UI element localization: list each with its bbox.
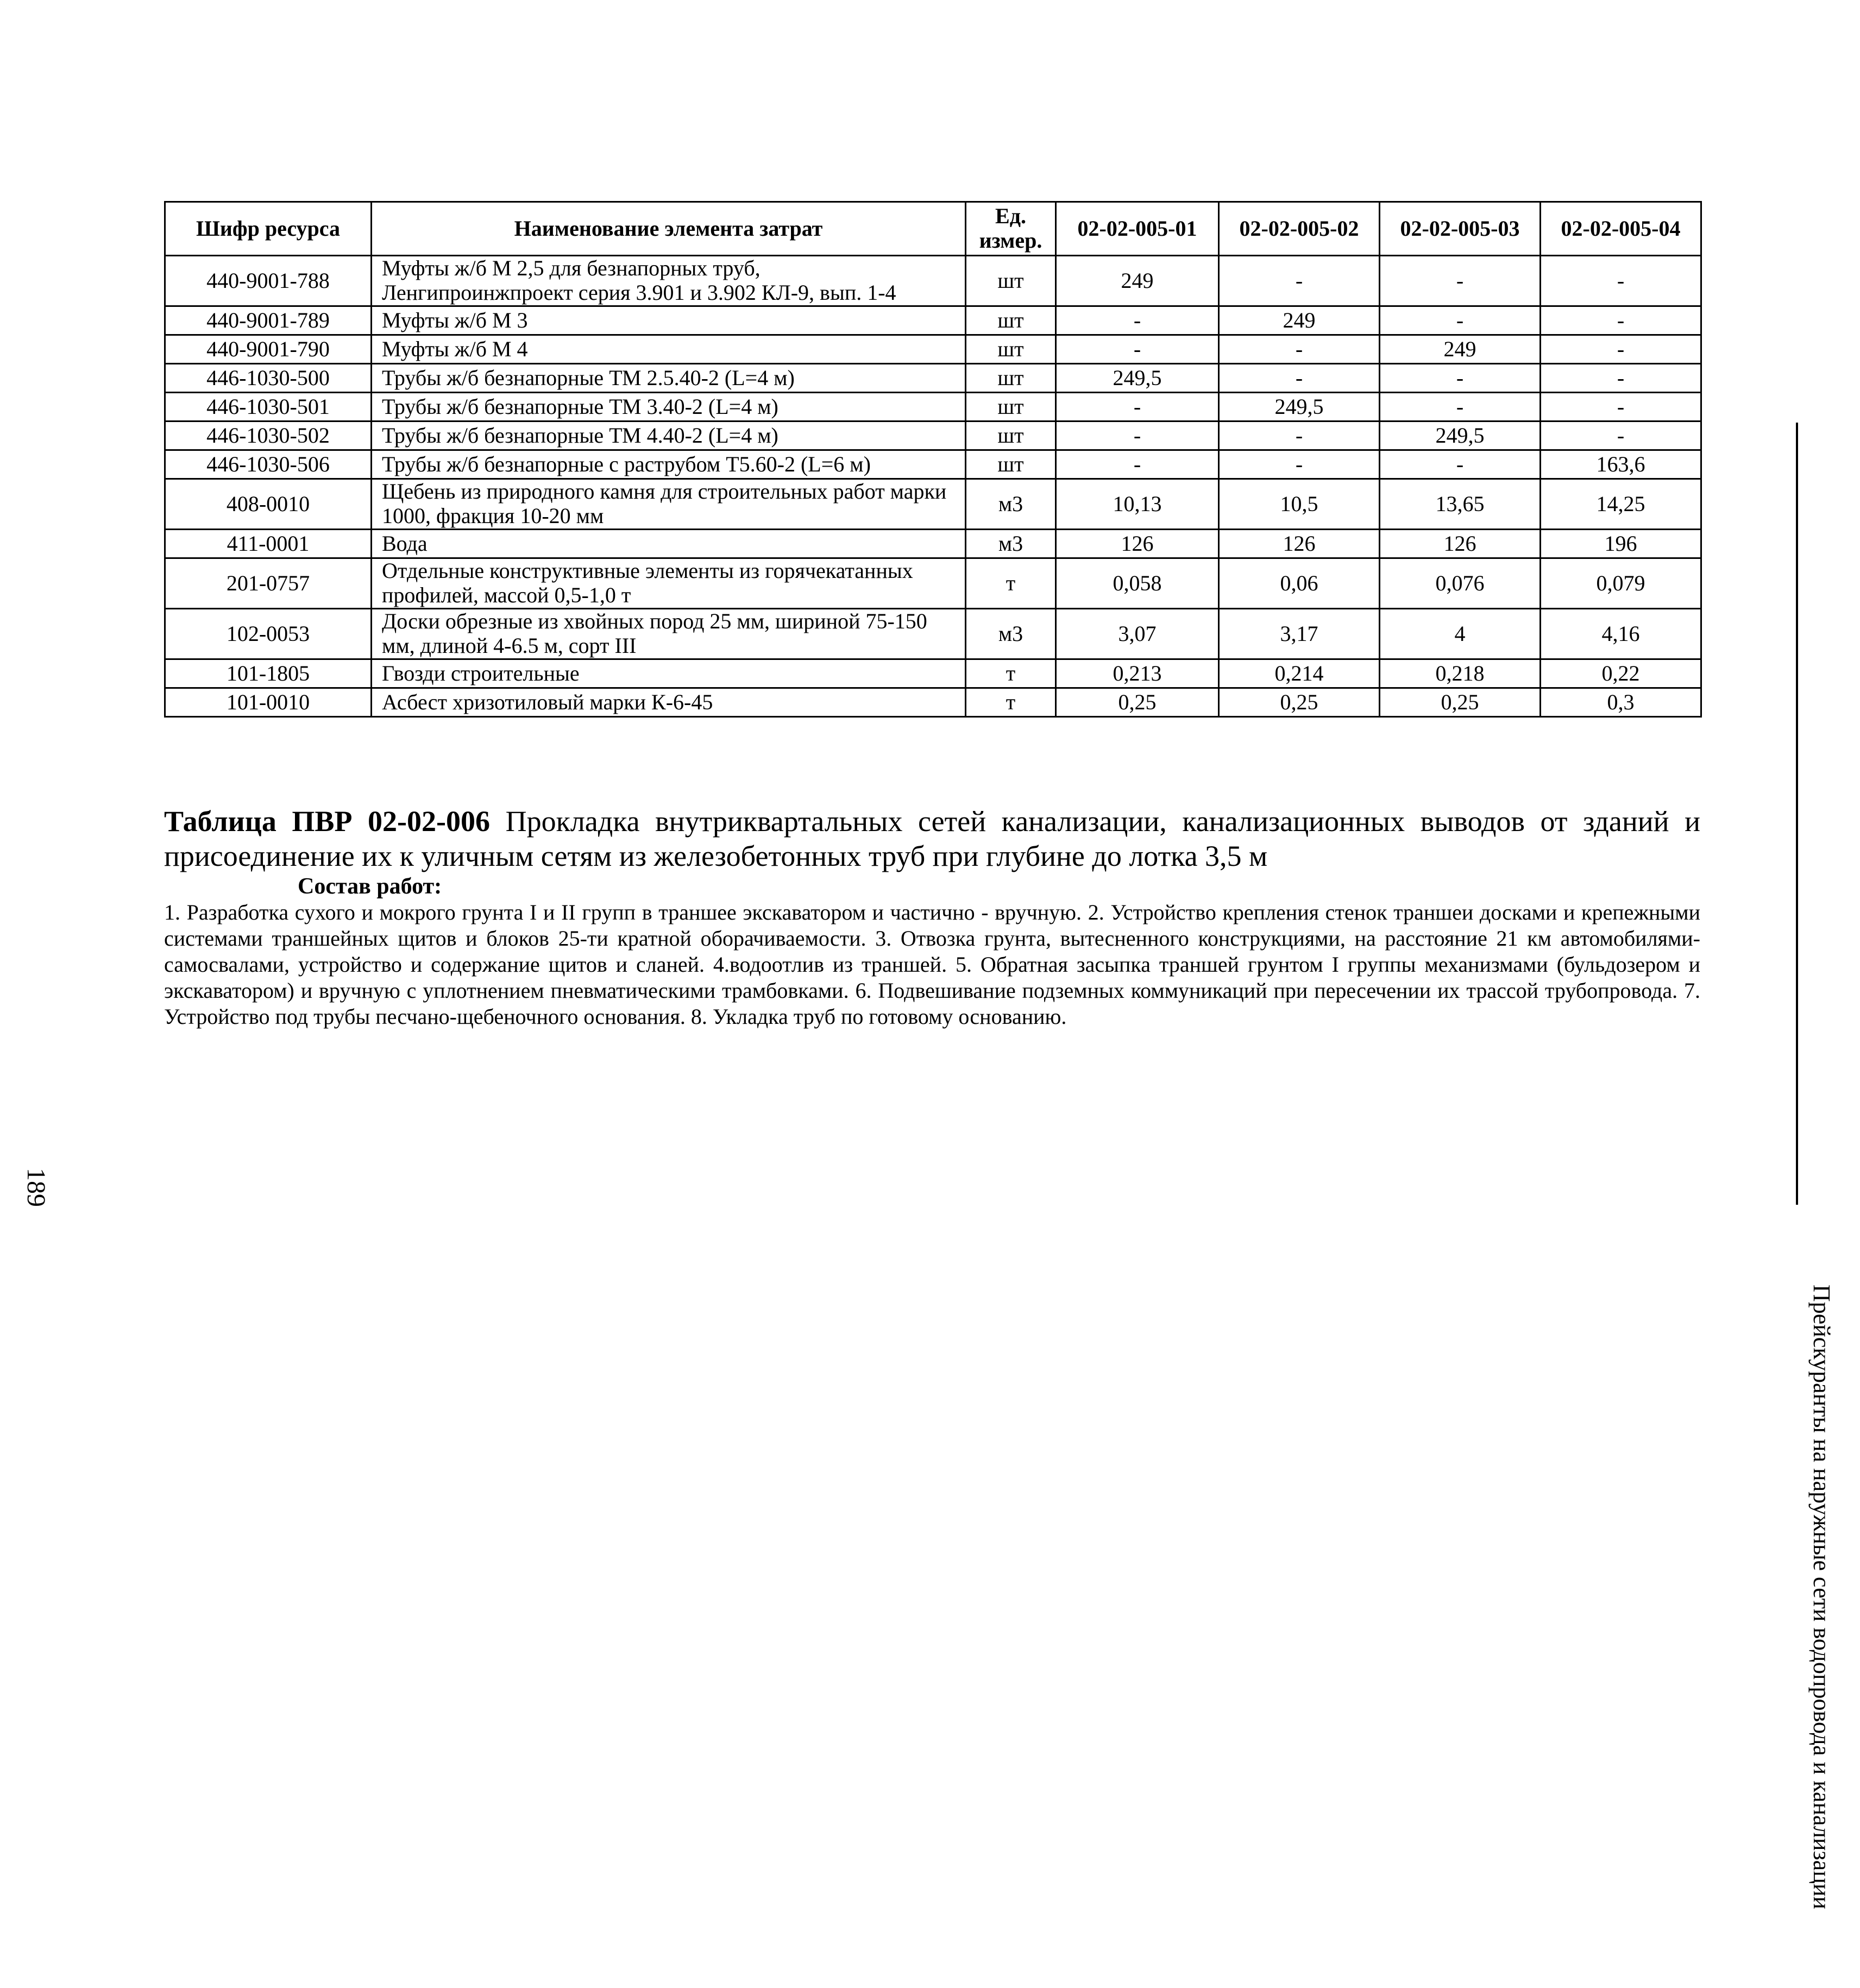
- header-code: Шифр ресурса: [165, 202, 372, 256]
- cell-value-4: 4,16: [1541, 609, 1701, 659]
- cell-value-2: -: [1219, 364, 1380, 393]
- cell-value-4: 196: [1541, 530, 1701, 558]
- cell-code: 101-1805: [165, 659, 372, 688]
- cell-name: Трубы ж/б безнапорные ТМ 4.40-2 (L=4 м): [372, 421, 966, 450]
- cell-value-1: 3,07: [1056, 609, 1219, 659]
- cell-value-3: 4: [1380, 609, 1541, 659]
- cell-value-3: 0,218: [1380, 659, 1541, 688]
- side-running-title: Прейскуранты на наружные сети водопровода и канализации: [1808, 1285, 1835, 1909]
- header-unit: Ед. измер.: [966, 202, 1056, 256]
- cell-unit: шт: [966, 306, 1056, 335]
- table-row: [165, 558, 1701, 609]
- table-row: [165, 256, 1701, 306]
- cell-value-3: -: [1380, 306, 1541, 335]
- cell-value-4: 14,25: [1541, 479, 1701, 530]
- header-col-3: 02-02-005-03: [1380, 202, 1541, 256]
- cell-value-2: -: [1219, 421, 1380, 450]
- cell-value-1: 249,5: [1056, 364, 1219, 393]
- cell-value-2: 249,5: [1219, 393, 1380, 421]
- table-row: [165, 364, 1701, 393]
- table-row: [165, 421, 1701, 450]
- cell-value-2: 10,5: [1219, 479, 1380, 530]
- table-row: [165, 450, 1701, 479]
- table-row: [165, 479, 1701, 530]
- cell-value-3: -: [1380, 450, 1541, 479]
- cell-code: 440-9001-788: [165, 256, 372, 306]
- table-body: [165, 256, 1701, 717]
- cell-value-1: 10,13: [1056, 479, 1219, 530]
- works-text: 1. Разработка сухого и мокрого грунта I и II групп в траншее экскаватором и частично - вручную. 2. Устройство крепления стенок траншеи досками и крепежными системами траншейных щитов и блоков 25-ти кратной оборачиваемости. 3. Отвозка грунта, вытесненного конструкциями, на расстояние 21 км автомобилями-самосвалами, устройство и содержание щитов и сланей. 4.водоотлив из траншей. 5. Обратная засыпка траншей грунтом I группы механизмами (бульдозером и экскаватором) и вручную с уплотнением пневматическими трамбовками. 6. Подвешивание подземных коммуникаций при пересечении их трассой трубопровода. 7. Устройство под трубы песчано-щебеночного основания. 8. Укладка труб по готовому основанию.: [164, 900, 1700, 1029]
- cell-code: 440-9001-790: [165, 335, 372, 364]
- cell-value-3: 249,5: [1380, 421, 1541, 450]
- cell-value-2: -: [1219, 335, 1380, 364]
- cell-value-4: 163,6: [1541, 450, 1701, 479]
- caption-label: Таблица ПВР 02-02-006: [164, 805, 490, 838]
- cell-unit: шт: [966, 421, 1056, 450]
- cell-name: Отдельные конструктивные элементы из горячекатанных профилей, массой 0,5-1,0 т: [372, 558, 966, 609]
- cell-value-3: 0,25: [1380, 688, 1541, 717]
- cell-unit: шт: [966, 393, 1056, 421]
- cell-code: 411-0001: [165, 530, 372, 558]
- cell-code: 446-1030-506: [165, 450, 372, 479]
- caption-text: Прокладка внутриквартальных сетей канализации, канализационных выводов от зданий и присоединение их к уличным сетям из железобетонных труб при глубине до лотка 3,5 м: [164, 805, 1701, 872]
- cell-unit: т: [966, 558, 1056, 609]
- cell-code: 446-1030-500: [165, 364, 372, 393]
- cell-name: Асбест хризотиловый марки К-6-45: [372, 688, 966, 717]
- cell-unit: шт: [966, 256, 1056, 306]
- cell-value-3: -: [1380, 256, 1541, 306]
- cell-unit: т: [966, 688, 1056, 717]
- cell-value-4: 0,3: [1541, 688, 1701, 717]
- cell-value-3: 13,65: [1380, 479, 1541, 530]
- cell-value-2: 249: [1219, 306, 1380, 335]
- cell-code: 201-0757: [165, 558, 372, 609]
- cell-code: 101-0010: [165, 688, 372, 717]
- cell-unit: м3: [966, 479, 1056, 530]
- table-row: [165, 609, 1701, 659]
- cell-unit: шт: [966, 335, 1056, 364]
- cell-value-4: 0,22: [1541, 659, 1701, 688]
- cell-value-1: 126: [1056, 530, 1219, 558]
- cell-value-4: -: [1541, 306, 1701, 335]
- cell-value-1: 0,213: [1056, 659, 1219, 688]
- header-col-1: 02-02-005-01: [1056, 202, 1219, 256]
- cell-value-1: -: [1056, 393, 1219, 421]
- cell-value-1: -: [1056, 421, 1219, 450]
- cell-code: 408-0010: [165, 479, 372, 530]
- cell-unit: шт: [966, 364, 1056, 393]
- cell-name: Муфты ж/б М 3: [372, 306, 966, 335]
- cell-value-4: -: [1541, 256, 1701, 306]
- cell-value-4: -: [1541, 393, 1701, 421]
- cell-name: Гвозди строительные: [372, 659, 966, 688]
- cell-value-3: -: [1380, 393, 1541, 421]
- cell-value-4: 0,079: [1541, 558, 1701, 609]
- header-name: Наименование элемента затрат: [372, 202, 966, 256]
- cell-unit: м3: [966, 530, 1056, 558]
- table-caption: [164, 804, 1700, 873]
- cell-name: Муфты ж/б М 2,5 для безнапорных труб, Ленгипроинжпроект серия 3.901 и 3.902 КЛ-9, вып. 1-4: [372, 256, 966, 306]
- side-rule: [1796, 423, 1798, 1205]
- cell-value-1: -: [1056, 450, 1219, 479]
- table-header-row: [165, 202, 1701, 256]
- table-row: [165, 335, 1701, 364]
- cell-unit: шт: [966, 450, 1056, 479]
- cell-name: Доски обрезные из хвойных пород 25 мм, шириной 75-150 мм, длиной 4-6.5 м, сорт III: [372, 609, 966, 659]
- table-row: [165, 306, 1701, 335]
- cell-unit: м3: [966, 609, 1056, 659]
- cell-value-3: 249: [1380, 335, 1541, 364]
- table-row: [165, 393, 1701, 421]
- cell-value-2: -: [1219, 450, 1380, 479]
- cell-code: 446-1030-501: [165, 393, 372, 421]
- cell-value-2: 0,06: [1219, 558, 1380, 609]
- resource-table: [164, 201, 1702, 718]
- cell-value-3: 126: [1380, 530, 1541, 558]
- cell-name: Трубы ж/б безнапорные ТМ 3.40-2 (L=4 м): [372, 393, 966, 421]
- cell-value-1: -: [1056, 335, 1219, 364]
- cell-value-1: 249: [1056, 256, 1219, 306]
- header-col-4: 02-02-005-04: [1541, 202, 1701, 256]
- cell-value-2: 0,25: [1219, 688, 1380, 717]
- cell-value-2: -: [1219, 256, 1380, 306]
- works-heading: Состав работ:: [298, 874, 442, 899]
- cell-code: 440-9001-789: [165, 306, 372, 335]
- cell-value-3: -: [1380, 364, 1541, 393]
- cell-value-4: -: [1541, 335, 1701, 364]
- cell-name: Трубы ж/б безнапорные ТМ 2.5.40-2 (L=4 м): [372, 364, 966, 393]
- cell-value-4: -: [1541, 364, 1701, 393]
- cell-value-2: 126: [1219, 530, 1380, 558]
- cell-value-4: -: [1541, 421, 1701, 450]
- cell-value-2: 0,214: [1219, 659, 1380, 688]
- cell-value-1: 0,25: [1056, 688, 1219, 717]
- cell-name: Вода: [372, 530, 966, 558]
- table-row: [165, 688, 1701, 717]
- cell-name: Муфты ж/б М 4: [372, 335, 966, 364]
- cell-code: 102-0053: [165, 609, 372, 659]
- cell-name: Трубы ж/б безнапорные с раструбом Т5.60-2 (L=6 м): [372, 450, 966, 479]
- cell-name: Щебень из природного камня для строительных работ марки 1000, фракция 10-20 мм: [372, 479, 966, 530]
- header-col-2: 02-02-005-02: [1219, 202, 1380, 256]
- cell-value-1: -: [1056, 306, 1219, 335]
- cell-unit: т: [966, 659, 1056, 688]
- cell-code: 446-1030-502: [165, 421, 372, 450]
- cell-value-1: 0,058: [1056, 558, 1219, 609]
- table-row: [165, 659, 1701, 688]
- cell-value-3: 0,076: [1380, 558, 1541, 609]
- page-number: 189: [22, 1168, 51, 1207]
- table-row: [165, 530, 1701, 558]
- cell-value-2: 3,17: [1219, 609, 1380, 659]
